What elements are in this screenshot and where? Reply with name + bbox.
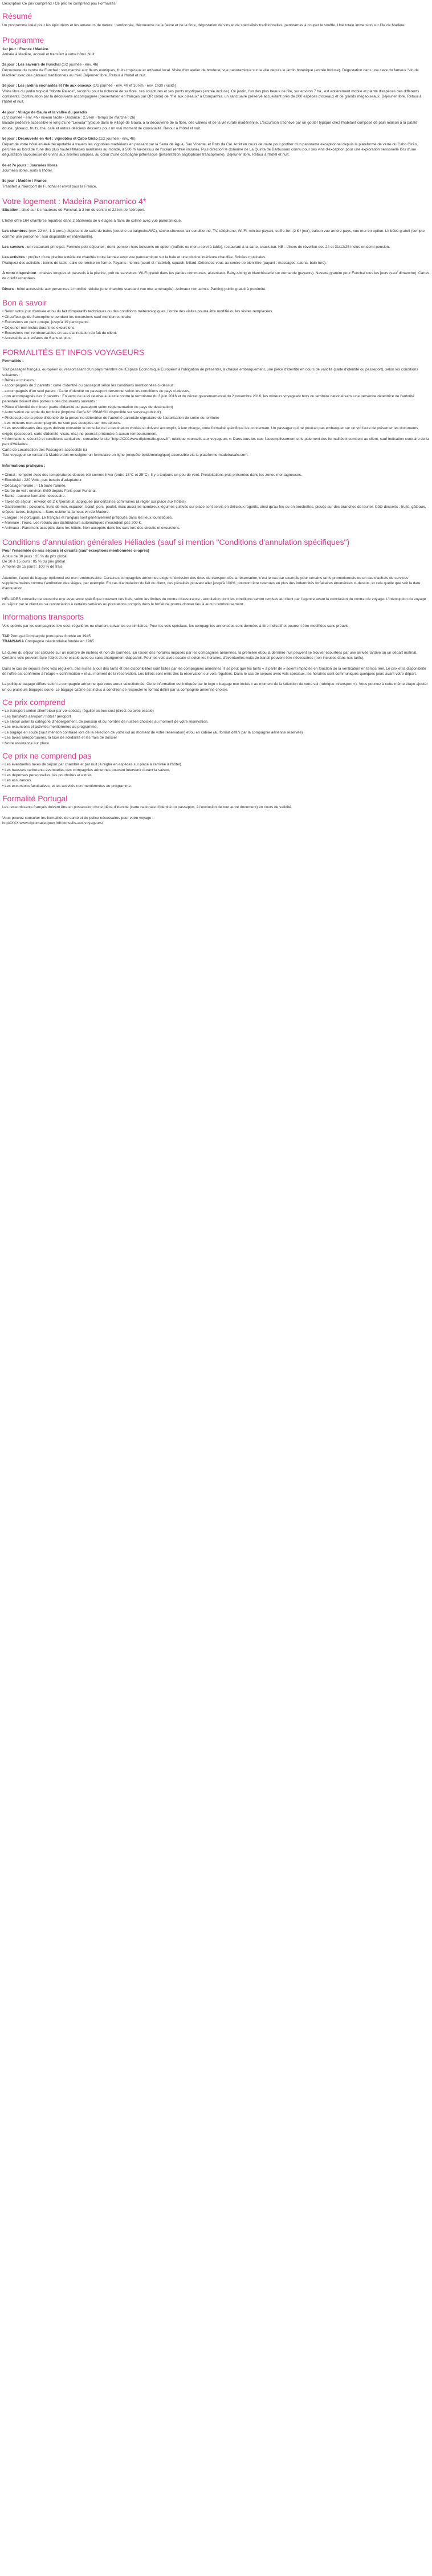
- formalites-line: - accompagnés de 2 parents : carte d'identité ou passeport selon les conditions mentionnées ci-dessus.: [2, 384, 175, 388]
- conditions-heading: Conditions d'annulation générales Héliades (sauf si mention "Conditions d'annulation spécifiques"): [2, 537, 350, 547]
- infos-pratiques-line: • Electricité : 220 Volts, pas besoin d'adaptateur.: [2, 478, 83, 483]
- day-meta: (1/2 journée - env. 4h): [60, 63, 99, 67]
- resume-text: Un programme idéal pour les épicuriens et les amateurs de nature : randonnée, découverte de la faune et de la flore, dégustation de vins et de spécialités traditionnelles, panoramas à couper le souffle. Une totale immersion sur l'île de Madère.: [2, 23, 406, 27]
- infos-pratiques-lines: [2, 472, 430, 531]
- day-meta: (1/2 journée - env. 4h): [97, 137, 136, 141]
- bon-a-savoir-item: • Déjeuner non inclus durant les excursions.: [2, 325, 430, 331]
- ce-prix-ne-comprend-pas-item: • Les excursions facultatives, et les activités non mentionnées au programme.: [2, 784, 430, 789]
- bon-a-savoir-heading: Bon à savoir: [2, 298, 47, 308]
- conditions-paragraph: Attention, l'ajout de bagage optionnel est non remboursable. Certaines compagnies aériennes exigent l'émission des titres de transport dès la réservation, c'est le cas par exemple pour certains tarifs promotionnels ou en cas d'achats de services supplémentaires comme l'attribution des sièges, par exemple. En cas d'annulation du fait du client, des pénalités pouvant aller jusqu'à 100%, pourront être retenues en plus des indemnités forfaitaires énumérées ci-dessus, et cela quelle que soit la date d'annulation.: [2, 576, 421, 591]
- infos-pratiques-line: • Décalage horaire : - 1h toute l'année.: [2, 483, 67, 488]
- bon-a-savoir-item: • Chauffeur-guide francophone pendant les excursions sauf mention contraire: [2, 315, 430, 320]
- ce-prix-ne-comprend-pas-item: • Les éventuelles taxes de séjour par chambre et par nuit (à régler en espèces sur place à l'arrivée à l'hôtel).: [2, 762, 430, 767]
- infos-pratiques-line: • Animaux : Rarement acceptés dans les hôtels. Non acceptés dans les cars lors des circuits et excursions.: [2, 526, 181, 531]
- hotel-paragraph-lead: Situation: [2, 208, 19, 213]
- day-text: Arrivée à Madère, accueil et transfert à votre hôtel. Nuit.: [2, 52, 96, 56]
- hotel-paragraph-text: : profitez d'une piscine extérieure chauffée toute l'année avec vue panoramique sur la baie et une piscine intérieure chauffée. Soirées musicales. Pratiquez des activités : tennis de table, salle de remise en forme. Payants : tennis (court et matériel), squash, billard. Détendez-vous au centre de bien-être (payant : massages, sauna, bain turc).: [2, 255, 327, 265]
- conditions-line: De 30 à 15 jours : 85 % du prix global: [2, 559, 65, 564]
- conditions-paragraphs: [2, 576, 430, 608]
- document: [0, 0, 432, 837]
- formalites-line: Tout voyageur se rendant à Madère doit renseigner un formulaire en ligne (enquête épidémiologique) accessible via la plateforme madeirasafe.com.: [2, 453, 248, 458]
- formalite-portugal-paragraph: Les ressortissants français doivent être en possession d'une pièce d'identité (carte nationale d'identité ou passeport, à l'exclusion de tout autre document) en cours de validité.: [2, 805, 292, 810]
- day-title: 2e jour : Les saveurs de Funchal: [2, 63, 61, 67]
- ce-prix-comprend-item: • Le bagage en soute (sauf mention contraire lors de la sélection de votre vol au moment de votre réservation) et/ou en cabine (au format défini par la compagnie aérienne réservée): [2, 730, 430, 735]
- hotel-paragraph: [2, 255, 430, 266]
- hotel-paragraph: [2, 244, 430, 250]
- transports-companies: [2, 634, 430, 645]
- hotel-paragraph-text: : situé sur les hauteurs de Funchal, à 3 km du centre et 22 km de l'aéroport.: [18, 208, 145, 213]
- formalites-line: Carte de Localisation des Passagers accessible ici: [2, 447, 87, 452]
- bon-a-savoir-item: • Accessible aux enfants de 6 ans et plus.: [2, 336, 430, 341]
- formalites-line: • Informations, sécurité et conditions sanitaires : consultez le site "http://XXX.www.diplomatie.gouv.fr", rubrique «conseils aux voyageurs ». Dans tous les cas, l'accomplissement et le paiement des formalités incombent au client, sauf indication contraire de la part d'Héliades.: [2, 437, 429, 447]
- company-name: Compagnie néerlandaise fondée en 1965: [23, 639, 94, 644]
- conditions-line: A plus de 30 jours : 35 % du prix global: [2, 554, 67, 559]
- day-title: 6e et 7e jours : Journées libres: [2, 163, 58, 168]
- hotel-paragraph: [2, 271, 430, 282]
- day-text: (1/2 journée - env. 4h - niveau facile - Distance : 2,5 km - temps de marche : 2h) Balade pédestre accessible le long d'une "Levada" typique dans le village de Gaula, à la découverte de la flore, des vallées et de la vie rurale madérienne. L'excursion s'achève par un goûter typique chez l'habitant composé de pain maison à la patate douce, gâteaux, fruits, thé, café et autres délicieux desserts pour un vrai moment de convivialité. Retour à l'hôtel et nuit.: [2, 116, 418, 131]
- transports-paragraph: La durée du séjour est calculée sur un nombre de nuitées et non de journées. En raison des horaires imposés par les compagnies aériennes, la première et/ou la dernière nuit peuvent se trouver écourtées par une arrivée tardive ou un départ matinal. Certains vols peuvent faire l'objet d'une escale avec ou sans changement d'appareil. Pour les vols avec escale et selon les horaires, d'éventuelles nuits de transit peuvent être nécessaires (non incluses dans nos tarifs).: [2, 650, 417, 661]
- hotel-paragraph: [2, 229, 430, 239]
- formalites-line: • Les ressortissants étrangers doivent consulter le consulat de la destination choisie et doivent accomplir, à leur charge, toute formalité spécifique les concernant. Un passager qui ne pourrait pas embarquer sur un vol faute de présenter les documents exigés (passeport, carte d'identité, visas, etc.) ne pourrait prétendre à aucun remboursement.: [2, 426, 418, 436]
- infos-pratiques-line: • Durée de vol : environ 3h30 depuis Paris pour Funchal.: [2, 488, 97, 493]
- hotel-paragraph: [2, 287, 430, 292]
- infos-pratiques-line: • Monnaie : l'euro. Les retraits aux distributeurs automatiques n'excèdent pas 200 €.: [2, 521, 142, 525]
- hotel-paragraph-lead: Les activités: [2, 255, 25, 260]
- hotel-paragraph-text: : chaises longues et parasols à la piscine, prêt de serviettes. Wi-Fi gratuit dans les parties communes, ascenseur. Baby-sitting et blanchisserie sur demande (payants). Navette gratuite pour Funchal tous les jours (sauf dimanche). Cartes de crédit acceptées.: [2, 271, 430, 281]
- formalite-portugal-paragraph: Vous pouvez consulter les formalités de santé et de police nécessaires pour votre voyage : httpXXXX.www.diplomatie.gouv.fr/fr/conseils-aux-voyageurs/: [2, 816, 153, 826]
- transports-paragraph: Dans le cas de séjours avec vols réguliers, des mises à jour des tarifs et des disponibilités sont faites par les compagnies aériennes. Il se peut que les tarifs « à partir de » soient impactés en fonction de la vérification en temps réel. Le prix et la disponibilité de l'offre est confirmée à l'étape « confirmation » et au moment de la réservation. Les billets sont émis dès la réservation sur vols réguliers. Dans le cas de séjours avec vols spéciaux, les horaires sont communiqués quelques jours avant votre départ.: [2, 666, 426, 676]
- programme-days: [2, 47, 430, 190]
- hotel-paragraph: [2, 218, 430, 223]
- infos-pratiques-label: Informations pratiques :: [2, 464, 46, 468]
- hotel-paragraph-text: : un restaurant principal. Formule petit déjeuner ; demi-pension hors boissons en option (buffets ou menu servi à table), restaurant à la carte, snack-bar. NB : dîners de réveillon des 24 et 31/12/25 inclus en demi-pension.: [24, 244, 390, 249]
- formalites-line: • Photocopie de la pièce d'identité de la personne détentrice de l'autorité parentale signataire de l'autorisation de sortie du territoire: [2, 415, 219, 420]
- day-text: Transfert à l'aéroport de Funchal et envol pour la France.: [2, 184, 97, 189]
- day-text: Départ de votre hôtel en 4x4 décapotable à travers les vignobles madériens en passant par la Serra de Água, Sao Vicente, et Roto da Cal. Arrêt en cours de route pour profiter d'un panorama exceptionnel depuis la plateforme de verre du Cabo Girão, perchée au bord de l'une des plus hautes falaises maritimes au monde, à 580 m au-dessus de l'océan (entrée incluse). Puis direction le domaine de La Quinta de Barbusano connu pour ses vins d'exception pour une exploration sensorielle lors d'une dégustation savoureuse de 6 vins aux arômes uniques, au cœur d'une compagne pittoresque (présentation anglophone francophone). Déjeuner libre. Retour à l'hôtel et nuit.: [2, 142, 418, 157]
- programme-day: [2, 83, 430, 104]
- day-title: 4e jour : Village de Gaula et la vallée du paradis: [2, 110, 87, 115]
- programme-day: [2, 178, 430, 189]
- programme-day: [2, 136, 430, 157]
- ce-prix-comprend-item: • Les taxes aéroportuaires, la taxe de solidarité et les frais de dossier: [2, 735, 430, 740]
- ce-prix-ne-comprend-pas-item: • Les dépenses personnelles, les pourboires et extras.: [2, 773, 430, 778]
- programme-day: [2, 110, 430, 131]
- formalites-line: • Autorisation de sortie du territoire (imprimé Cerfa N° 15646*01 disponible sur service-public.fr): [2, 410, 161, 415]
- hotel-heading: Votre logement : Madeira Panoramico 4*: [2, 197, 146, 206]
- company-code: TRANSAVIA: [2, 639, 24, 644]
- hotel-paragraph-lead: Divers: [2, 287, 14, 291]
- ce-prix-ne-comprend-pas-list: [2, 762, 430, 789]
- ce-prix-comprend-list: [2, 708, 430, 746]
- formalites-label: Formalités :: [2, 358, 24, 363]
- formalite-portugal-heading: Formalité Portugal: [2, 794, 68, 804]
- infos-pratiques-line: • Langue : le portugais. Le français et l'anglais sont généralement pratiqués dans les lieux touristiques.: [2, 515, 173, 520]
- transports-paragraphs: [2, 650, 430, 692]
- programme-day: [2, 163, 430, 174]
- formalites-lines: [2, 367, 430, 458]
- ce-prix-ne-comprend-pas-item: • Les hausses carburants éventuelles des compagnies aériennes pouvant intervenir durant la saison.: [2, 768, 430, 773]
- hotel-description: [2, 207, 430, 292]
- hotel-paragraph-text: L'hôtel offre 164 chambres réparties dans 2 bâtiments de 6 étages à flanc de colline avec vue panoramique.: [2, 218, 182, 223]
- conditions-lines: [2, 554, 430, 570]
- ce-prix-comprend-heading: Ce prix comprend: [2, 698, 66, 707]
- formalites-heading: FORMALITÉS ET INFOS VOYAGEURS: [2, 347, 145, 357]
- conditions-intro: Pour l'ensemble de nos séjours et circuits (sauf exceptions mentionnées ci-après): [2, 549, 149, 553]
- day-title: 8e jour : Madère / France: [2, 179, 47, 184]
- company-name: Portugal Compagnie portugaise fondée en 1945: [9, 634, 91, 639]
- ce-prix-comprend-item: • Le transport aérien aller/retour par vol spécial, régulier ou low-cost (direct ou avec escale): [2, 708, 430, 714]
- ce-prix-comprend-item: • Les excursions et activités mentionnées au programme,: [2, 724, 430, 729]
- company-line: [2, 639, 430, 644]
- day-meta: (1/2 journée - env. 4h et 10 km - env. 1h30 / visite): [91, 84, 176, 88]
- transports-paragraph: La politique bagage diffère selon la compagnie aérienne que vous aurez sélectionnée. Cette information est indiquée par le logo « bagage non inclus » au moment de la sélection de votre vol (rubrique «transport »). Vous pourrez à cette même étape ajouter un ou plusieurs bagages soute. Le bagage cabine est inclus à condition de respecter le format défini par la compagnie aérienne choisie.: [2, 682, 428, 692]
- formalites-line: - non accompagnés des 2 parents : En vertu de la loi relative à la lutte contre le terrorisme du 3 juin 2016 et du décret gouvernemental du 2 novembre 2016, les mineurs voyageant hors du territoire national sans une personne détentrice de l'autorité parentale doivent être porteurs des documents suivants :: [2, 394, 414, 404]
- bon-a-savoir-list: [2, 309, 430, 341]
- formalites-line: • Bébés et mineurs :: [2, 378, 36, 383]
- ce-prix-ne-comprend-pas-heading: Ce prix ne comprend pas: [2, 751, 92, 760]
- formalites-line: • Pièce d'identité du mineur (carte d'identité ou passeport selon réglementation du pays de destination): [2, 405, 173, 409]
- programme-day: [2, 62, 430, 78]
- day-text: Journées libres, nuits à l'hôtel.: [2, 168, 53, 173]
- conditions-line: A moins de 15 jours : 100 % de frais: [2, 565, 63, 569]
- day-title: 5e jour : Découverte en 4x4 : vignobles et Cabo Girão: [2, 137, 98, 141]
- transports-text: Vols opérés par les compagnies low cost, régulières ou charters suivantes ou similaires. Pour les vols spéciaux, les compagnies annoncées sont données à titre indicatif et pourront être modifiées sans préavis.: [2, 623, 350, 628]
- infos-pratiques-line: • Santé : aucune formalité nécessaire.: [2, 494, 66, 499]
- day-text: Visite libre du jardin tropical "Monte Palace", reconnu pour la richesse de sa flore, ses sculptures et ses ponts mystiques (entrée incluse). Ce jardin, l'un des plus beaux de l'île, sur environ 7 ha., est entièrement mobile et planté d'espèces des différents continents. Continuation par la découverte accompagnée (présentation en français par QR code) de "l'île aux oiseaux" à Companhia, un sanctuaire préservé accueillant près de 200 espèces d'oiseaux et de grands mégaoiseaux. Déjeuner libre. Retour à l'hôtel et nuit.: [2, 89, 422, 104]
- formalites-line: - Les mineurs non accompagnés ne sont pas acceptés sur nos séjours.: [2, 421, 121, 425]
- ce-prix-ne-comprend-pas-item: • Les assurances.: [2, 778, 430, 783]
- formalites-line: - accompagnés d'un seul parent : Carte d'identité ou passeport personnel selon les conditions du pays ci-dessus.: [2, 389, 190, 393]
- company-code: TAP: [2, 634, 10, 639]
- formalites-line: Tout passager français, européen ou ressortissant d'un pays membre de l'Espace Economique Européen à l'obligation de présenter, à chaque embarquement, une pièce d'identité en cours de validité (carte d'identité ou passeport), selon les conditions suivantes :: [2, 368, 418, 377]
- infos-pratiques-line: • Climat : tempéré avec des températures douces été comme hiver (entre 18°C et 25°C). Il y a toujours un peu de vent. Précipitations plus présentes dans les zones montagneuses.: [2, 472, 302, 477]
- day-title: 3e jour : Les jardins enchantés et l'île aux oiseaux: [2, 84, 92, 88]
- transports-heading: Informations transports: [2, 612, 84, 622]
- hotel-paragraph-text: (env. 22 m², 1-3 pers.) disposent de salle de bains (douche ou baignoire/WC), sèche-cheveux, air conditionné, TV, téléphone, Wi-Fi, minibar payant, coffre-fort (2 € / jour), balcon vue arrière-pays, vue mer en option. Lit bébé gratuit (compte comme une personne ; non disponible en individuelle).: [2, 229, 425, 239]
- bon-a-savoir-item: • Excursions non remboursables en cas d'annulation du fait du client.: [2, 331, 430, 336]
- day-text: Découverte du centre de Funchal : son marché aux fleurs exotiques, fruits tropicaux et artisanal local. Visite d'un atelier de broderie, vue panoramique sur la ville depuis le jardin botanique (entrée incluse). Dégustation dans une cave du fameux "vin de Madère" avec des gâteaux traditionnels au miel. Déjeuner libre. Retour à l'hôtel et nuit.: [2, 68, 419, 78]
- conditions-paragraph: HÉLIADES conseille de souscrire une assurance spécifique couvrant ces frais, selon les limites du contrat d'assurance - annulation dont les conditions seront remises au client par l'agence avant la conclusion du contrat de voyage. L'interruption du voyage ou séjour par le client ou sa renonciation à certains services ou prestations compris dans le forfait ne pourra donner lieu à aucun remboursement.: [2, 597, 426, 607]
- hotel-paragraph: [2, 207, 430, 213]
- infos-pratiques-line: • Gastronomie : poissons, fruits de mer, espadon, bœuf, porc, poulet, mais aussi les nombreux légumes cultivés sur place sont servis en délicieux ragoûts, ainsi qu'au feu ou en brochettes, piqués sur des branches de laurier. Côté desserts : fruits, gâteaux, crêpes, tartes, beignets... Sans oublier la fameux vin de Madère.: [2, 504, 426, 515]
- hotel-paragraph-lead: Les chambres: [2, 229, 28, 234]
- hotel-paragraph-lead: À votre disposition: [2, 271, 36, 275]
- company-line: [2, 634, 430, 639]
- bon-a-savoir-item: • Selon votre jour d'arrivée et/ou du fait d'impératifs techniques ou des conditions météorologiques, l'ordre des visites pourra être modifié ou les visites remplacées.: [2, 309, 430, 314]
- programme-day: [2, 47, 430, 58]
- programme-heading: Programme: [2, 35, 44, 45]
- ce-prix-comprend-item: • Le séjour selon la catégorie d'hébergement, de pension et du nombre de nuitées choisies au moment de votre réservation,: [2, 719, 430, 724]
- resume-heading: Résumé: [2, 11, 32, 21]
- infos-pratiques-line: • Taxes de séjour : environ de 2 € /pers/nuit, appliquée par certaines communes (à régler sur place aux hôtels).: [2, 499, 187, 504]
- hotel-paragraph-lead: Les saveurs: [2, 244, 25, 249]
- bon-a-savoir-item: • Excursions en petit groupe, jusqu'à 19 participants.: [2, 320, 430, 325]
- ce-prix-comprend-item: • Notre assistance sur place.: [2, 741, 430, 746]
- hotel-paragraph-text: : hôtel accessible aux personnes à mobilité réduite (une chambre standard vue mer aménagée). Animaux non admis. Parking public gratuit à proximité.: [14, 287, 266, 291]
- day-title: 1er jour : France / Madère.: [2, 47, 50, 51]
- ce-prix-comprend-item: • Les transferts aéroport / hôtel / aéroport: [2, 714, 430, 719]
- breadcrumb: Description Ce prix comprend / Ce prix ne comprend pas Formalités: [2, 2, 116, 6]
- formalite-portugal-paragraphs: [2, 805, 430, 826]
